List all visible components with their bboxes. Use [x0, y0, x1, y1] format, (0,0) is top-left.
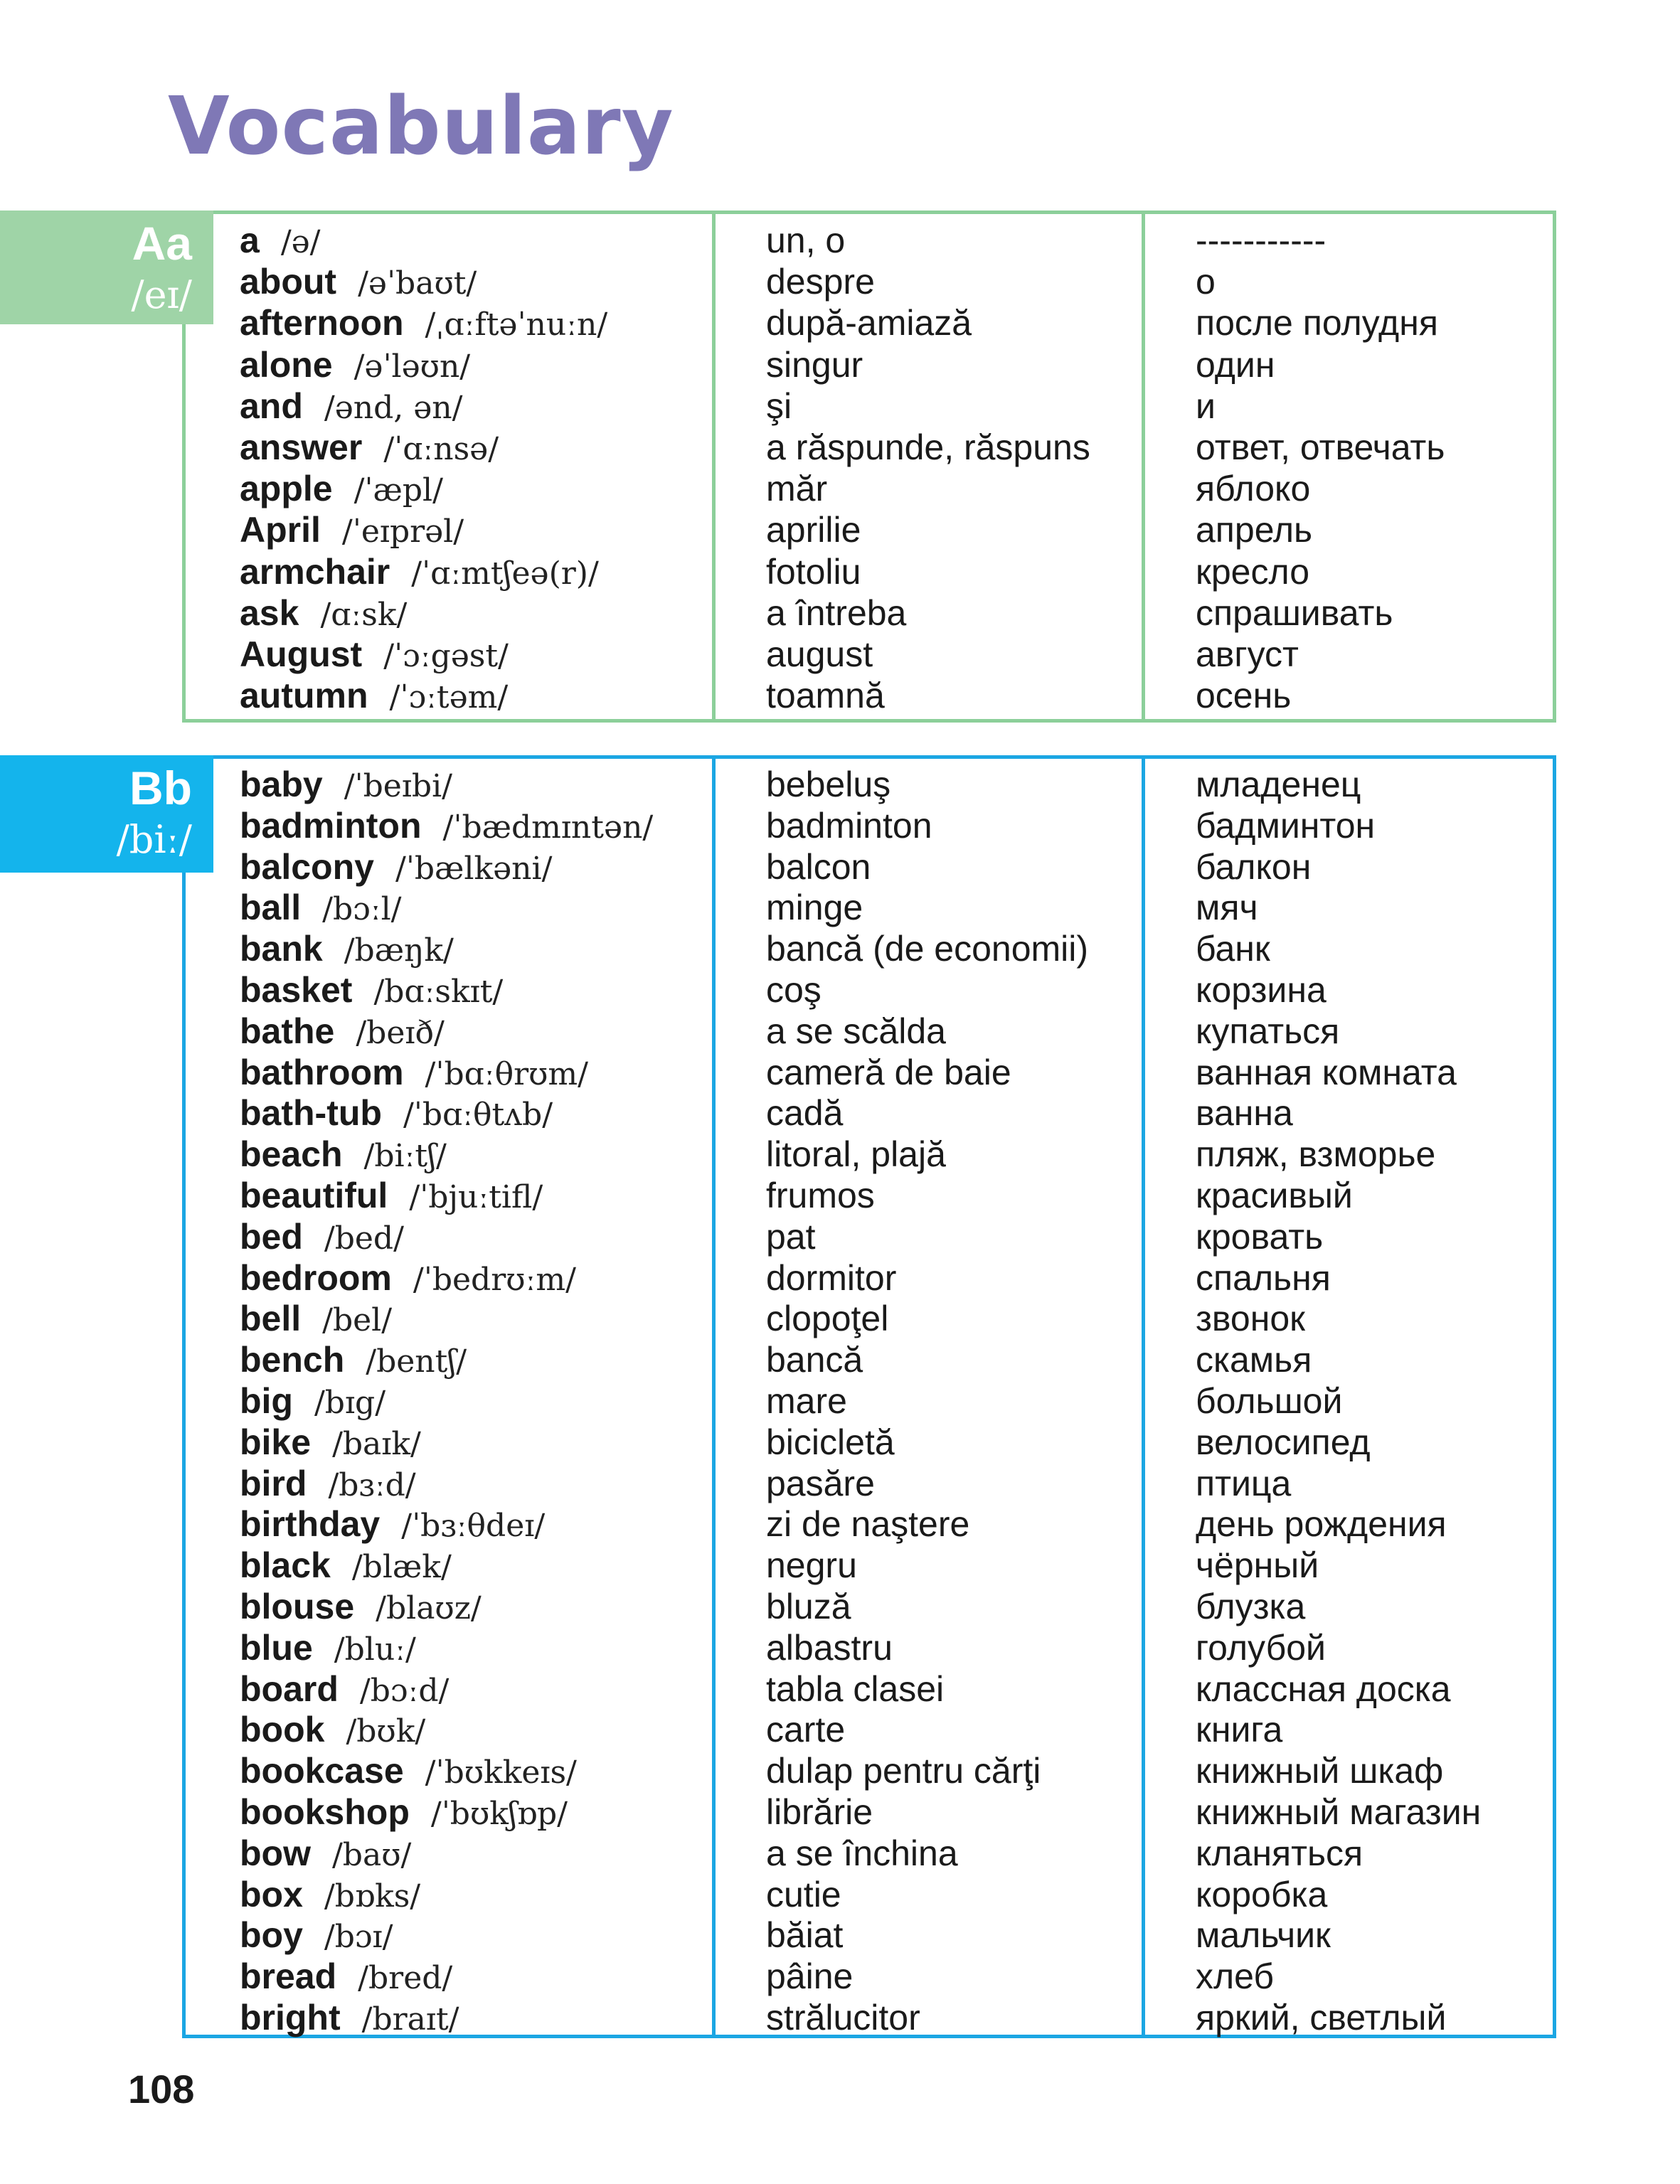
entry-phonetic: /ˈɔːgəst/ — [383, 637, 509, 674]
letter-tab-b — [0, 755, 213, 873]
entry-word: bed — [240, 1216, 303, 1257]
entry-romanian: dormitor — [766, 1257, 897, 1298]
entry-english — [240, 344, 702, 385]
entry-phonetic: /ˈbeɪbi/ — [344, 768, 452, 804]
entry-word: bookcase — [240, 1751, 404, 1791]
entry-russian: птица — [1196, 1463, 1292, 1503]
entry-english — [240, 1669, 702, 1710]
entry-romanian: minge — [766, 888, 863, 928]
entry-russian: август — [1196, 634, 1299, 674]
entry-russian: ----------- — [1196, 220, 1327, 260]
entry-phonetic: /bæŋk/ — [344, 932, 454, 969]
entry-english — [240, 1751, 702, 1792]
entry-word: bookshop — [240, 1791, 410, 1832]
entry-russian: кланяться — [1196, 1833, 1363, 1873]
entry-english — [240, 806, 702, 847]
entry-phonetic: /bentʃ/ — [366, 1343, 467, 1380]
entry-english — [240, 1053, 702, 1094]
entry-romanian: pat — [766, 1216, 816, 1257]
entry-phonetic: /ˈɔːtəm/ — [389, 679, 509, 716]
entry-word: alone — [240, 344, 333, 385]
entry-phonetic: /bed/ — [324, 1220, 404, 1257]
entry-romanian: clopoţel — [766, 1299, 889, 1339]
entry-romanian: cameră de baie — [766, 1052, 1011, 1092]
entry-word: beautiful — [240, 1175, 388, 1215]
entry-russian: велосипед — [1196, 1422, 1371, 1462]
entry-romanian: librărie — [766, 1791, 873, 1832]
entry-phonetic: /ˈɑːnsə/ — [383, 430, 499, 467]
entry-english — [240, 1875, 702, 1916]
entry-russian: книга — [1196, 1710, 1283, 1750]
entry-english — [240, 509, 702, 550]
entry-word: bathroom — [240, 1052, 404, 1092]
entry-russian: яркий, светлый — [1196, 1997, 1447, 2037]
entry-word: about — [240, 262, 337, 302]
entry-english — [240, 1258, 702, 1299]
russian-column — [1196, 765, 1551, 2039]
entry-russian: и — [1196, 385, 1216, 426]
entry-english — [240, 929, 702, 970]
entry-phonetic: /ˈbʊkʃɒp/ — [430, 1795, 568, 1832]
entry-russian: звонок — [1196, 1299, 1306, 1339]
entry-phonetic: /ə/ — [280, 224, 321, 260]
entry-romanian: aprilie — [766, 510, 861, 550]
entry-romanian: a se scălda — [766, 1011, 946, 1051]
entry-word: a — [240, 220, 260, 260]
entry-word: birthday — [240, 1504, 381, 1545]
entry-russian: апрель — [1196, 510, 1313, 550]
entry-russian: кровать — [1196, 1216, 1324, 1257]
entry-word: beach — [240, 1134, 343, 1175]
entry-phonetic: /ˈbʊkkeɪs/ — [425, 1754, 577, 1791]
entry-russian: купаться — [1196, 1011, 1340, 1051]
entry-phonetic: /ˈbjuːtifl/ — [409, 1178, 543, 1215]
entry-english — [240, 302, 702, 343]
entry-romanian: bebeluş — [766, 765, 891, 804]
entry-word: bedroom — [240, 1257, 392, 1298]
entry-english — [240, 1340, 702, 1381]
entry-phonetic: /baɪk/ — [332, 1425, 421, 1462]
entry-romanian: măr — [766, 469, 828, 509]
entry-word: bench — [240, 1340, 345, 1380]
entry-word: bath-tub — [240, 1093, 382, 1134]
entry-romanian: singur — [766, 344, 863, 385]
entry-word: blue — [240, 1627, 313, 1668]
romanian-column — [766, 765, 1143, 2039]
entry-russian: коробка — [1196, 1874, 1328, 1914]
entry-english — [240, 1381, 702, 1422]
entry-russian: после полудня — [1196, 303, 1438, 343]
entry-word: ask — [240, 592, 299, 633]
entry-romanian: a întreba — [766, 592, 907, 633]
entry-word: baby — [240, 765, 323, 804]
entry-english — [240, 1956, 702, 1998]
entry-phonetic: /ˈbælkəni/ — [395, 850, 553, 887]
entry-phonetic: /bɪg/ — [314, 1384, 386, 1421]
entry-romanian: coş — [766, 969, 822, 1010]
entry-phonetic: /braɪt/ — [361, 2001, 459, 2037]
entry-word: book — [240, 1710, 325, 1750]
entry-phonetic: /blæk/ — [351, 1549, 452, 1586]
entry-russian: голубой — [1196, 1627, 1326, 1668]
entry-english — [240, 1422, 702, 1464]
entry-english — [240, 634, 702, 675]
entry-word: ball — [240, 888, 302, 928]
entry-russian: мяч — [1196, 888, 1258, 928]
entry-russian: один — [1196, 344, 1275, 385]
entry-phonetic: /ˈeɪprəl/ — [341, 513, 464, 550]
entry-russian: книжный магазин — [1196, 1791, 1482, 1832]
entry-romanian: balcon — [766, 846, 871, 887]
entry-russian: спрашивать — [1196, 592, 1393, 633]
entry-romanian: frumos — [766, 1175, 875, 1215]
entry-phonetic: /bred/ — [358, 1960, 453, 1997]
entry-russian: ванная комната — [1196, 1052, 1457, 1092]
entry-russian: о — [1196, 262, 1216, 302]
entry-romanian: pasăre — [766, 1463, 875, 1503]
entry-russian: чёрный — [1196, 1545, 1319, 1586]
entry-english — [240, 1628, 702, 1669]
entry-russian: мальчик — [1196, 1915, 1331, 1956]
entry-romanian: după-amiază — [766, 303, 972, 343]
entry-romanian: despre — [766, 262, 875, 302]
entry-phonetic: /ˈbɑːθtʌb/ — [403, 1097, 553, 1134]
entry-english — [240, 385, 702, 427]
russian-column — [1196, 220, 1551, 716]
entry-russian: кресло — [1196, 551, 1310, 592]
entry-word: bright — [240, 1997, 341, 2037]
entry-russian: балкон — [1196, 846, 1312, 887]
entry-romanian: august — [766, 634, 873, 674]
entry-phonetic: /ˈɑːmtʃeə(r)/ — [411, 555, 599, 592]
entry-romanian: fotoliu — [766, 551, 861, 592]
entry-phonetic: /bɔɪ/ — [324, 1919, 393, 1956]
entry-word: April — [240, 510, 321, 550]
entry-phonetic: /ˈbedrʊːm/ — [413, 1261, 576, 1298]
entry-english — [240, 261, 702, 302]
entry-word: and — [240, 385, 303, 426]
entry-phonetic: /bʊk/ — [346, 1713, 426, 1750]
page-title: Vocabulary — [168, 80, 674, 173]
entry-russian: яблоко — [1196, 469, 1311, 509]
entry-phonetic: /əˈbaʊt/ — [358, 265, 477, 302]
entry-romanian: cadă — [766, 1093, 844, 1134]
entry-word: answer — [240, 427, 363, 467]
entry-word: black — [240, 1545, 331, 1586]
entry-english — [240, 468, 702, 509]
entry-word: bell — [240, 1299, 302, 1339]
vocabulary-table-b — [182, 755, 1556, 2038]
entry-romanian: negru — [766, 1545, 857, 1586]
entry-english — [240, 1833, 702, 1875]
entry-english — [240, 1587, 702, 1628]
entry-word: afternoon — [240, 303, 404, 343]
entry-russian: банк — [1196, 929, 1270, 969]
entry-word: bird — [240, 1463, 307, 1503]
entry-romanian: litoral, plajă — [766, 1134, 946, 1175]
entry-russian: день рождения — [1196, 1504, 1447, 1545]
entry-romanian: tabla clasei — [766, 1668, 945, 1709]
entry-romanian: dulap pentru cărţi — [766, 1751, 1041, 1791]
entry-romanian: a se închina — [766, 1833, 958, 1873]
entry-english — [240, 1710, 702, 1751]
entry-english — [240, 1093, 702, 1134]
column-divider — [712, 214, 716, 719]
entry-word: bow — [240, 1833, 311, 1873]
entry-phonetic: /ɑːsk/ — [320, 596, 408, 633]
entry-word: armchair — [240, 551, 390, 592]
entry-romanian: carte — [766, 1710, 846, 1750]
entry-word: bread — [240, 1956, 337, 1997]
page-number: 108 — [128, 2067, 195, 2111]
entry-romanian: a răspunde, răspuns — [766, 427, 1090, 467]
entry-english — [240, 1464, 702, 1505]
entry-russian: хлеб — [1196, 1956, 1275, 1997]
entry-phonetic: /bluː/ — [334, 1631, 416, 1668]
entry-phonetic: /bel/ — [322, 1302, 393, 1339]
entry-word: August — [240, 634, 363, 674]
entry-romanian: bicicletă — [766, 1422, 895, 1462]
english-column — [240, 220, 702, 716]
entry-english — [240, 1134, 702, 1176]
entry-romanian: pâine — [766, 1956, 854, 1997]
entry-english — [240, 1217, 702, 1258]
entry-english — [240, 888, 702, 929]
entry-romanian: bancă (de economii) — [766, 929, 1089, 969]
entry-russian: большой — [1196, 1380, 1343, 1421]
entry-english — [240, 592, 702, 634]
entry-word: bike — [240, 1422, 312, 1462]
entry-russian: младенец — [1196, 765, 1361, 804]
entry-english — [240, 1915, 702, 1956]
english-column — [240, 765, 702, 2039]
entry-word: big — [240, 1380, 293, 1421]
entry-romanian: strălucitor — [766, 1997, 920, 2037]
entry-english — [240, 1504, 702, 1545]
entry-phonetic: /ənd, ən/ — [324, 389, 463, 426]
entry-word: bank — [240, 929, 323, 969]
entry-english — [240, 1011, 702, 1053]
entry-russian: книжный шкаф — [1196, 1751, 1444, 1791]
vocabulary-table-a — [182, 211, 1556, 723]
entry-phonetic: /beɪð/ — [356, 1014, 445, 1051]
entry-word: blouse — [240, 1586, 355, 1626]
entry-english — [240, 220, 702, 261]
tab-letter: Bb — [129, 762, 192, 814]
letter-tab-a — [0, 211, 213, 324]
entry-romanian: cutie — [766, 1874, 841, 1914]
entry-russian: спальня — [1196, 1257, 1331, 1298]
entry-word: board — [240, 1668, 339, 1709]
entry-phonetic: /bɜːd/ — [328, 1466, 416, 1503]
entry-romanian: zi de naştere — [766, 1504, 970, 1545]
entry-phonetic: /ˈbɜːθdeɪ/ — [401, 1508, 546, 1545]
romanian-column — [766, 220, 1143, 716]
entry-russian: блузка — [1196, 1586, 1306, 1626]
entry-russian: скамья — [1196, 1340, 1312, 1380]
entry-russian: ванна — [1196, 1093, 1293, 1134]
entry-english — [240, 1299, 702, 1340]
entry-romanian: toamnă — [766, 676, 885, 716]
entry-phonetic: /ˈæpl/ — [353, 472, 443, 509]
entry-romanian: mare — [766, 1380, 847, 1421]
entry-english — [240, 847, 702, 888]
entry-english — [240, 1545, 702, 1587]
tab-phonetic: /biː/ — [116, 817, 192, 862]
entry-english — [240, 427, 702, 468]
entry-russian: ответ, отвечать — [1196, 427, 1445, 467]
entry-russian: осень — [1196, 676, 1292, 716]
tab-phonetic: /eɪ/ — [131, 272, 192, 317]
entry-romanian: bancă — [766, 1340, 863, 1380]
entry-phonetic: /bɔːl/ — [322, 891, 402, 928]
entry-english — [240, 1176, 702, 1217]
entry-phonetic: /ˈbædmɪntən/ — [442, 809, 654, 846]
entry-word: basket — [240, 969, 353, 1010]
entry-phonetic: /bɒks/ — [324, 1877, 421, 1914]
entry-phonetic: /ˌɑːftəˈnuːn/ — [425, 307, 608, 343]
entry-word: boy — [240, 1915, 303, 1956]
entry-phonetic: /əˈləʊn/ — [353, 348, 471, 385]
entry-english — [240, 765, 702, 806]
entry-russian: классная доска — [1196, 1668, 1451, 1709]
entry-romanian: şi — [766, 385, 792, 426]
entry-russian: пляж, взморье — [1196, 1134, 1436, 1175]
entry-romanian: badminton — [766, 805, 932, 846]
entry-english — [240, 551, 702, 592]
entry-phonetic: /blaʊz/ — [376, 1589, 482, 1626]
entry-english — [240, 1998, 702, 2039]
entry-english — [240, 675, 702, 716]
entry-phonetic: /baʊ/ — [331, 1836, 412, 1873]
entry-phonetic: /biːtʃ/ — [363, 1138, 447, 1175]
entry-romanian: albastru — [766, 1627, 893, 1668]
entry-russian: красивый — [1196, 1175, 1353, 1215]
entry-word: balcony — [240, 846, 374, 887]
entry-romanian: bluză — [766, 1586, 851, 1626]
entry-romanian: un, o — [766, 220, 846, 260]
entry-word: bathe — [240, 1011, 335, 1051]
entry-word: badminton — [240, 805, 422, 846]
entry-romanian: băiat — [766, 1915, 844, 1956]
entry-russian: корзина — [1196, 969, 1327, 1010]
entry-word: apple — [240, 469, 333, 509]
entry-word: autumn — [240, 676, 368, 716]
entry-english — [240, 970, 702, 1011]
column-divider — [712, 759, 716, 2035]
tab-letter: Aa — [132, 217, 192, 270]
entry-phonetic: /bɑːskɪt/ — [373, 973, 504, 1010]
entry-phonetic: /bɔːd/ — [359, 1672, 450, 1709]
entry-phonetic: /ˈbɑːθrʊm/ — [425, 1055, 588, 1092]
entry-russian: бадминтон — [1196, 805, 1376, 846]
entry-word: box — [240, 1874, 303, 1914]
entry-english — [240, 1792, 702, 1833]
